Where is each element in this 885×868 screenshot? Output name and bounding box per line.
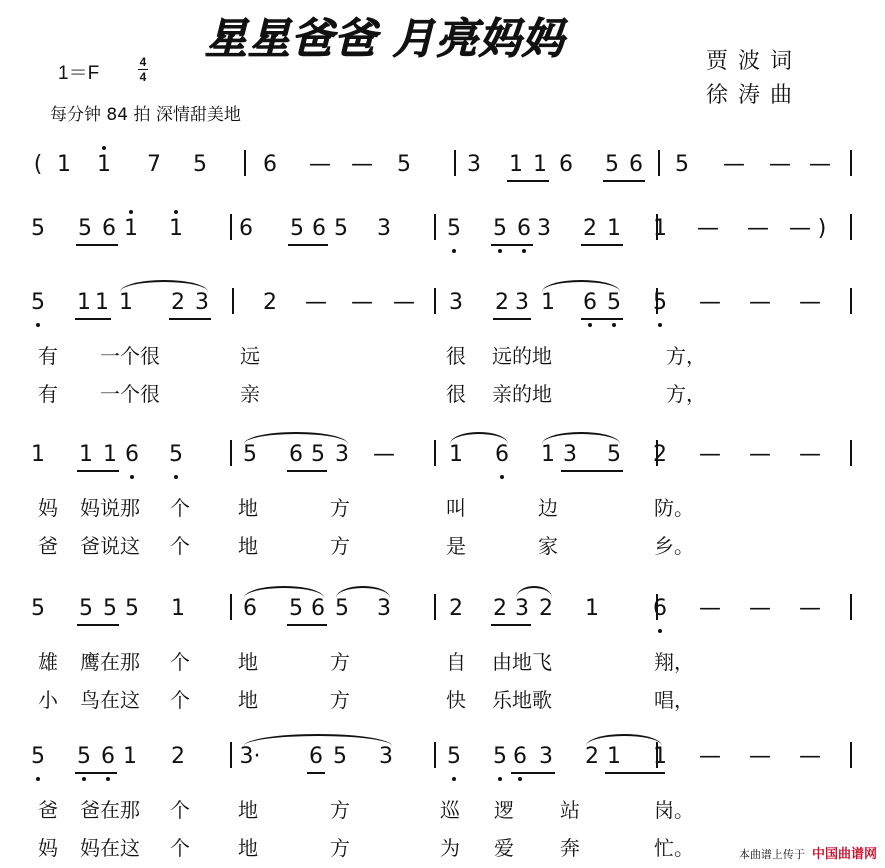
beam-underline <box>77 470 119 472</box>
beam-underline <box>605 772 665 774</box>
note: 5 <box>77 744 91 769</box>
octave-dot-low <box>498 249 502 253</box>
note: 1 <box>607 744 621 769</box>
note: 1 <box>103 442 117 467</box>
lyric: 很 <box>446 382 466 406</box>
beam-underline <box>491 624 531 626</box>
score-line <box>0 596 885 712</box>
lyric: 爸在那 <box>80 798 140 822</box>
barline <box>850 440 852 466</box>
note: — <box>351 152 373 177</box>
octave-dot-low <box>174 475 178 479</box>
lyric: 方 <box>330 650 350 674</box>
barline <box>850 288 852 314</box>
beam-underline <box>76 244 118 246</box>
score-line <box>0 290 885 406</box>
lyric: 快 <box>446 688 466 712</box>
beam-underline <box>307 772 325 774</box>
note: — <box>749 290 771 315</box>
note: 1 <box>124 216 138 241</box>
lyric: 爸 <box>38 798 58 822</box>
note: 2 <box>449 596 463 621</box>
note: 5 <box>653 290 667 315</box>
note: 1 <box>541 442 555 467</box>
composer-credit: 徐涛曲 <box>706 83 803 108</box>
lyric: 家 <box>538 534 558 558</box>
beam-underline <box>287 470 327 472</box>
meter-bottom: 4 <box>139 70 147 84</box>
note: — <box>749 744 771 769</box>
note: 6 <box>102 216 116 241</box>
song-title: 星星爸爸 月亮妈妈 <box>205 14 565 63</box>
lyric: 一个很 <box>100 382 160 406</box>
lyric: 很 <box>446 344 466 368</box>
footer-text: 本曲谱上传于 <box>738 849 805 861</box>
lyric: 地 <box>238 650 258 674</box>
lyric: 鹰在那 <box>80 650 140 674</box>
note: — <box>789 216 811 241</box>
note: — <box>351 290 373 315</box>
note: 5 <box>333 744 347 769</box>
note: 1 <box>509 152 523 177</box>
octave-dot-low <box>82 777 86 781</box>
lyric: 乡。 <box>654 534 694 558</box>
lyric: 逻 <box>494 798 514 822</box>
beam-underline <box>287 624 327 626</box>
octave-dot-low <box>522 249 526 253</box>
note: 1 <box>449 442 463 467</box>
lyric: 地 <box>238 836 258 860</box>
octave-dot-high <box>129 210 133 214</box>
note: 6 <box>517 216 531 241</box>
barline <box>244 150 246 176</box>
lyric: 个 <box>170 534 190 558</box>
note: 6 <box>513 744 527 769</box>
note: 1 <box>171 596 185 621</box>
lyric: 巡 <box>440 798 460 822</box>
lyric: 雄 <box>38 650 58 674</box>
note: 2 <box>171 290 185 315</box>
lyric: 有 <box>38 344 58 368</box>
lyric: 地 <box>238 688 258 712</box>
note: — <box>749 442 771 467</box>
octave-dot-low <box>498 777 502 781</box>
lyric: 奔 <box>560 836 580 860</box>
beam-underline <box>581 318 623 320</box>
note: 5 <box>493 744 507 769</box>
octave-dot-high <box>174 210 178 214</box>
note: — <box>723 152 745 177</box>
lyric: 叫 <box>446 496 466 520</box>
beam-underline <box>581 244 623 246</box>
lyric: 忙。 <box>654 836 694 860</box>
lyric: 爸 <box>38 534 58 558</box>
note: 6 <box>239 216 253 241</box>
note: 6 <box>289 442 303 467</box>
lyric: 爱 <box>494 836 514 860</box>
lyric: 地 <box>238 798 258 822</box>
score-line <box>0 442 885 558</box>
note: 3 <box>515 596 529 621</box>
octave-dot-low <box>452 249 456 253</box>
barline <box>850 150 852 176</box>
note: 6 <box>263 152 277 177</box>
beam-underline <box>603 180 645 182</box>
note: 5 <box>397 152 411 177</box>
lyric: 防。 <box>654 496 694 520</box>
note: — <box>799 442 821 467</box>
barline <box>434 594 436 620</box>
note: — <box>799 596 821 621</box>
note: 2 <box>171 744 185 769</box>
lyric: 个 <box>170 836 190 860</box>
lyricist-credit: 贾波词 <box>706 49 803 74</box>
note: 6 <box>629 152 643 177</box>
note: 5 <box>289 596 303 621</box>
lyric: 方， <box>666 382 706 406</box>
note: 2 <box>493 596 507 621</box>
site-logo: 中国曲谱网 <box>811 846 877 861</box>
note: 1 <box>653 744 667 769</box>
note: 3 <box>195 290 209 315</box>
note: 6 <box>311 596 325 621</box>
barline <box>454 150 456 176</box>
lyric: 站 <box>560 798 580 822</box>
lyric: 方 <box>330 496 350 520</box>
lyric: 自 <box>446 650 466 674</box>
note: 5 <box>607 290 621 315</box>
octave-dot-high <box>102 146 106 150</box>
note: 3 <box>537 216 551 241</box>
lyric: 个 <box>170 496 190 520</box>
note: 1 <box>57 152 71 177</box>
note: 1 <box>607 216 621 241</box>
note: — <box>699 290 721 315</box>
note: 6 <box>559 152 573 177</box>
note: 5 <box>311 442 325 467</box>
note: — <box>749 596 771 621</box>
slur <box>516 586 552 598</box>
octave-dot-low <box>452 777 456 781</box>
beam-underline <box>288 244 328 246</box>
note: 3 <box>379 744 393 769</box>
note: 5 <box>243 442 257 467</box>
lyric: 亲 <box>240 382 260 406</box>
note: — <box>393 290 415 315</box>
note: — <box>799 744 821 769</box>
slur <box>450 432 508 444</box>
beam-underline <box>493 318 531 320</box>
barline <box>434 288 436 314</box>
note: 1 <box>77 290 91 315</box>
note: — <box>373 442 395 467</box>
note: ) <box>817 216 827 241</box>
barline <box>658 150 660 176</box>
note: 1 <box>95 290 109 315</box>
note: — <box>697 216 719 241</box>
lyric: 方 <box>330 688 350 712</box>
lyric: 鸟在这 <box>80 688 140 712</box>
lyric: 小 <box>38 688 58 712</box>
lyric: 妈说那 <box>80 496 140 520</box>
beam-underline <box>511 772 555 774</box>
slur <box>244 432 348 444</box>
octave-dot-low <box>588 323 592 327</box>
note: 5 <box>290 216 304 241</box>
lyric: 有 <box>38 382 58 406</box>
note: 2 <box>585 744 599 769</box>
lyric: 个 <box>170 650 190 674</box>
note: 6 <box>653 596 667 621</box>
note: — <box>769 152 791 177</box>
note: 5 <box>193 152 207 177</box>
note: 6 <box>101 744 115 769</box>
note: 6 <box>309 744 323 769</box>
note: 5 <box>334 216 348 241</box>
note: 7 <box>147 152 161 177</box>
slur <box>336 586 390 598</box>
note: 5 <box>79 596 93 621</box>
note: 5 <box>31 744 45 769</box>
lyric: 个 <box>170 688 190 712</box>
note: 5 <box>31 290 45 315</box>
note: 5 <box>31 216 45 241</box>
tempo-marking: 每分钟 84 拍 深情甜美地 <box>50 105 241 125</box>
note: 1 <box>533 152 547 177</box>
note: 1 <box>169 216 183 241</box>
beam-underline <box>507 180 549 182</box>
lyric: 远的地 <box>492 344 552 368</box>
note: 3 <box>515 290 529 315</box>
slur <box>244 586 324 598</box>
note: 5 <box>78 216 92 241</box>
lyric: 是 <box>446 534 466 558</box>
lyric: 亲的地 <box>492 382 552 406</box>
barline <box>434 742 436 768</box>
barline <box>850 214 852 240</box>
octave-dot-low <box>658 629 662 633</box>
note: 3 <box>377 596 391 621</box>
note: 5 <box>447 744 461 769</box>
note: 6 <box>495 442 509 467</box>
note: 1 <box>653 216 667 241</box>
note: 1 <box>119 290 133 315</box>
note: ( <box>33 152 43 177</box>
note: 1 <box>541 290 555 315</box>
octave-dot-low <box>500 475 504 479</box>
slur <box>586 734 662 746</box>
meter-top: 4 <box>139 55 147 69</box>
note: 3 <box>449 290 463 315</box>
lyric: 由地飞 <box>492 650 552 674</box>
octave-dot-low <box>612 323 616 327</box>
lyric: 远 <box>240 344 260 368</box>
note: — <box>309 152 331 177</box>
note: 1 <box>31 442 45 467</box>
note: 5 <box>125 596 139 621</box>
note: 2 <box>653 442 667 467</box>
lyric: 方 <box>330 836 350 860</box>
key-signature: 1＝F <box>58 63 100 84</box>
note: 3 <box>377 216 391 241</box>
footer <box>739 843 877 862</box>
note: 3 <box>467 152 481 177</box>
note: 1 <box>79 442 93 467</box>
lyric: 为 <box>440 836 460 860</box>
octave-dot-low <box>658 323 662 327</box>
note: 2 <box>583 216 597 241</box>
lyric: 个 <box>170 798 190 822</box>
beam-underline <box>169 318 211 320</box>
lyric: 一个很 <box>100 344 160 368</box>
note: — <box>699 744 721 769</box>
note: 5 <box>493 216 507 241</box>
time-signature <box>138 56 148 83</box>
lyric: 方， <box>666 344 706 368</box>
note: 5 <box>335 596 349 621</box>
note: 5 <box>675 152 689 177</box>
beam-underline <box>561 470 623 472</box>
slur <box>542 432 620 444</box>
lyric: 乐地歌 <box>492 688 552 712</box>
note: — <box>799 290 821 315</box>
lyric: 唱， <box>654 688 694 712</box>
note: 5 <box>605 152 619 177</box>
octave-dot-low <box>130 475 134 479</box>
note: 5 <box>103 596 117 621</box>
barline <box>232 288 234 314</box>
lyric: 妈在这 <box>80 836 140 860</box>
lyric: 地 <box>238 534 258 558</box>
note: 1 <box>123 744 137 769</box>
lyric: 爸说这 <box>80 534 140 558</box>
note: 3 <box>563 442 577 467</box>
beam-underline <box>491 244 533 246</box>
octave-dot-low <box>36 777 40 781</box>
note: — <box>809 152 831 177</box>
note: 6 <box>125 442 139 467</box>
octave-dot-low <box>518 777 522 781</box>
note: 2 <box>539 596 553 621</box>
barline <box>434 440 436 466</box>
lyric: 妈 <box>38 496 58 520</box>
lyric: 地 <box>238 496 258 520</box>
barline <box>434 214 436 240</box>
lyric: 边 <box>538 496 558 520</box>
note: 2 <box>495 290 509 315</box>
note: — <box>699 596 721 621</box>
barline <box>850 594 852 620</box>
lyric: 翔， <box>654 650 694 674</box>
note: 1 <box>97 152 111 177</box>
note: — <box>699 442 721 467</box>
slur <box>244 734 392 746</box>
barline <box>850 742 852 768</box>
lyric: 方 <box>330 534 350 558</box>
note: 3 <box>539 744 553 769</box>
note: — <box>305 290 327 315</box>
note: 2 <box>263 290 277 315</box>
note: 1 <box>585 596 599 621</box>
barline <box>230 440 232 466</box>
barline <box>230 214 232 240</box>
octave-dot-low <box>36 323 40 327</box>
note: 6 <box>583 290 597 315</box>
note: 3 <box>335 442 349 467</box>
note: 5 <box>447 216 461 241</box>
octave-dot-low <box>106 777 110 781</box>
note: 6 <box>243 596 257 621</box>
note: — <box>747 216 769 241</box>
beam-underline <box>77 624 119 626</box>
lyric: 岗。 <box>654 798 694 822</box>
note: 6 <box>312 216 326 241</box>
note: 3· <box>239 744 261 769</box>
barline <box>230 742 232 768</box>
beam-underline <box>75 318 111 320</box>
lyric: 方 <box>330 798 350 822</box>
note: 5 <box>169 442 183 467</box>
beam-underline <box>75 772 117 774</box>
barline <box>230 594 232 620</box>
lyric: 妈 <box>38 836 58 860</box>
note: 5 <box>607 442 621 467</box>
note: 5 <box>31 596 45 621</box>
